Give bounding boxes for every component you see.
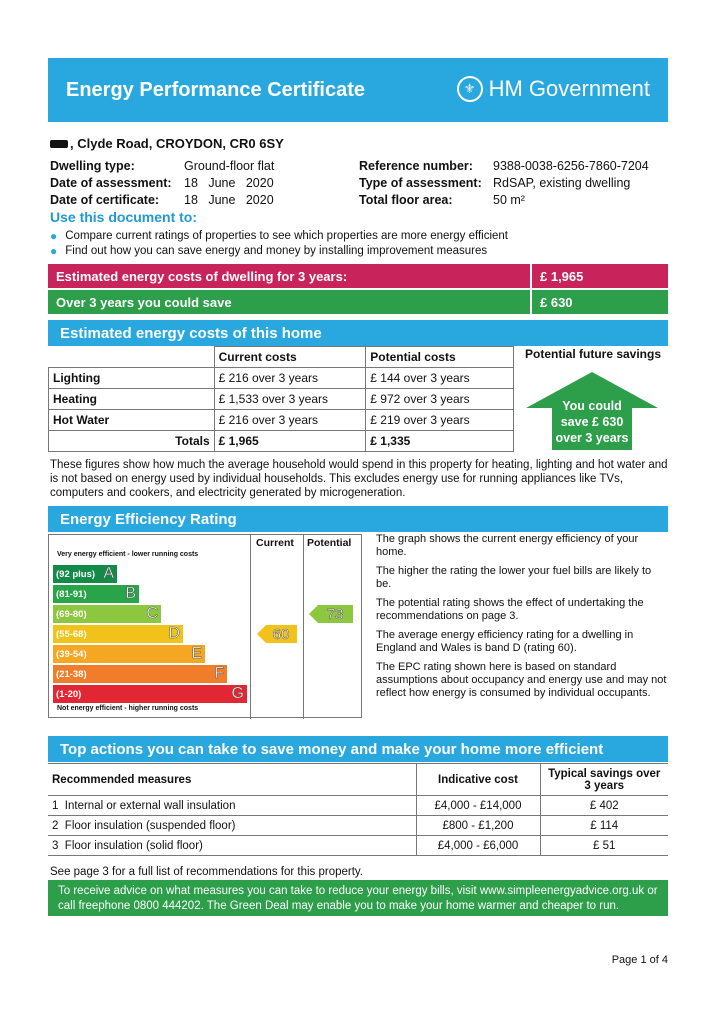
bullet-item: Compare current ratings of properties to see which properties are more energy efficient: [65, 230, 509, 242]
certificate-title: Energy Performance Certificate: [66, 79, 366, 101]
efficiency-section-title: Energy Efficiency Rating: [48, 506, 668, 532]
reference-label: Reference number:: [359, 159, 473, 173]
measure-cost: £4,000 - £6,000: [416, 836, 540, 856]
details-left: [50, 158, 274, 209]
table-row: [48, 836, 668, 856]
totals-current: £ 1,965: [214, 431, 366, 452]
advice-box: To receive advice on what measures you can take to reduce your energy bills, visit www.simpleenergyadvice.org.uk or call freephone 0800 444202. The Green Deal may enable you to make your home warmer and cheaper to run.: [48, 880, 668, 916]
measure-cost: £800 - £1,200: [416, 816, 540, 836]
graph-note: The EPC rating shown here is based on standard assumptions about occupancy and energy use and may not reflect how energy is consumed by individual occupants.: [376, 661, 667, 699]
potential-cost: £ 219 over 3 years: [366, 410, 514, 431]
reference-value: 9388-0038-6256-7860-7204: [493, 159, 649, 173]
dwelling-type-label: Dwelling type:: [50, 159, 135, 173]
chart-top-text: Very energy efficient - lower running costs: [57, 551, 199, 558]
measure-name: Internal or external wall insulation: [64, 799, 236, 812]
bullet-item: Find out how you can save energy and money by installing improvement measures: [65, 245, 488, 257]
band-f: [53, 665, 227, 683]
band-range: (55-68): [56, 628, 87, 640]
savings-bar: Over 3 years you could save: [48, 290, 530, 314]
estimated-cost-value: £ 1,965: [532, 264, 668, 288]
property-address: [50, 136, 284, 151]
table-header-row: [48, 764, 668, 796]
band-range: (69-80): [56, 608, 87, 620]
measure-saving: £ 402: [540, 796, 668, 816]
graph-note: The average energy efficiency rating for a dwelling in England and Wales is band D (rating 60).: [376, 629, 634, 654]
savings-line: You could: [562, 399, 622, 413]
measure-number: 2: [52, 819, 59, 832]
table-header: [49, 347, 215, 368]
band-g: [53, 685, 247, 703]
bullet-icon: ●: [50, 244, 58, 258]
totals-label: Totals: [49, 431, 215, 452]
current-column-header: Current: [256, 537, 294, 549]
savings-arrow-text: [526, 398, 658, 446]
table-row: [49, 389, 514, 410]
measure-name: Floor insulation (solid floor): [64, 839, 203, 852]
dwelling-type-value: Ground-floor flat: [184, 159, 275, 173]
band-a: [53, 565, 117, 583]
table-header: Recommended measures: [48, 764, 416, 796]
table-row: [49, 368, 514, 389]
band-letter: C: [146, 605, 158, 622]
column-divider: [250, 535, 251, 719]
band-d: [53, 625, 183, 643]
band-letter: D: [168, 625, 180, 642]
band-b: [53, 585, 139, 603]
hm-government-logo: [457, 76, 650, 102]
band-range: (81-91): [56, 588, 87, 600]
measures-table: [48, 763, 668, 856]
measure-cell: [48, 796, 416, 816]
assessment-type-label: Type of assessment:: [359, 176, 482, 190]
assessment-date-value: 18 June 2020: [184, 176, 274, 190]
efficiency-chart: [48, 534, 362, 718]
address-text: , Clyde Road, CROYDON, CR0 6SY: [70, 136, 284, 151]
actions-section-title: Top actions you can take to save money and make your home more efficient: [48, 736, 668, 762]
chart-bottom-text: Not energy efficient - higher running costs: [57, 705, 199, 712]
savings-line: over 3 years: [555, 431, 629, 445]
floor-area-label: Total floor area:: [359, 193, 453, 207]
table-header: Indicative cost: [416, 764, 540, 796]
measure-cell: [48, 816, 416, 836]
measure-name: Floor insulation (suspended floor): [64, 819, 236, 832]
row-name: Lighting: [49, 368, 215, 389]
current-cost: £ 216 over 3 years: [214, 368, 366, 389]
table-row: [48, 816, 668, 836]
measure-cost: £4,000 - £14,000: [416, 796, 540, 816]
graph-note: The graph shows the current energy efficiency of your home.: [376, 533, 639, 558]
table-header: Typical savings over 3 years: [540, 764, 668, 796]
band-range: (39-54): [56, 648, 87, 660]
costs-section-title: Estimated energy costs of this home: [48, 320, 668, 346]
graph-note: The higher the rating the lower your fuel bills are likely to be.: [376, 565, 652, 590]
band-e: [53, 645, 205, 663]
graph-notes: [376, 533, 668, 706]
band-range: (92 plus): [56, 568, 96, 580]
use-document-title: Use this document to:: [50, 209, 198, 225]
potential-cost: £ 144 over 3 years: [366, 368, 514, 389]
table-header: Current costs: [214, 347, 366, 368]
table-header-row: [49, 347, 514, 368]
row-name: Heating: [49, 389, 215, 410]
current-rating-value: 60: [272, 625, 290, 643]
see-page-note: See page 3 for a full list of recommendations for this property.: [50, 866, 363, 878]
costs-table: [48, 346, 514, 452]
measure-number: 1: [52, 799, 59, 812]
measure-cell: [48, 836, 416, 856]
measure-saving: £ 114: [540, 816, 668, 836]
graph-note: The potential rating shows the effect of undertaking the recommendations on page 3.: [376, 597, 644, 622]
band-range: (21-38): [56, 668, 87, 680]
potential-rating-value: 73: [326, 605, 344, 623]
band-letter: A: [103, 565, 114, 582]
crest-icon: ⚜: [457, 76, 483, 102]
floor-area-value: 50 m²: [493, 193, 525, 207]
estimated-cost-bar: Estimated energy costs of dwelling for 3 years:: [48, 264, 530, 288]
measure-saving: £ 51: [540, 836, 668, 856]
savings-value: £ 630: [532, 290, 668, 314]
page-number: Page 1 of 4: [611, 954, 668, 966]
certificate-header: [48, 58, 668, 122]
details-right: [359, 158, 649, 209]
band-letter: B: [125, 585, 136, 602]
government-label: HM Government: [488, 76, 650, 101]
savings-arrow: [526, 372, 658, 450]
band-letter: F: [214, 665, 224, 682]
band-range: (1-20): [56, 688, 82, 700]
use-document-list: [50, 229, 508, 259]
band-c: [53, 605, 161, 623]
potential-cost: £ 972 over 3 years: [366, 389, 514, 410]
table-header: Potential costs: [366, 347, 514, 368]
band-letter: G: [231, 685, 244, 702]
totals-potential: £ 1,335: [366, 431, 514, 452]
bullet-icon: ●: [50, 229, 58, 243]
savings-line: save £ 630: [560, 415, 624, 429]
row-name: Hot Water: [49, 410, 215, 431]
table-row: [48, 796, 668, 816]
totals-row: [49, 431, 514, 452]
costs-explanation: These figures show how much the average household would spend in this property for heating, lighting and hot water and is not based on energy used by individual households. This excludes energy use for running appliances like TVs, computers and cookers, and electricity generated by microgeneration.: [50, 459, 668, 499]
savings-header: Potential future savings: [524, 347, 662, 361]
potential-column-header: Potential: [307, 537, 352, 549]
current-cost: £ 216 over 3 years: [214, 410, 366, 431]
redacted-house-number: [50, 140, 68, 148]
assessment-date-label: Date of assessment:: [50, 176, 172, 190]
measure-number: 3: [52, 839, 59, 852]
certificate-date-value: 18 June 2020: [184, 193, 274, 207]
table-row: [49, 410, 514, 431]
certificate-date-label: Date of certificate:: [50, 193, 160, 207]
column-divider: [303, 535, 304, 719]
band-letter: E: [191, 645, 202, 662]
assessment-type-value: RdSAP, existing dwelling: [493, 176, 631, 190]
current-cost: £ 1,533 over 3 years: [214, 389, 366, 410]
